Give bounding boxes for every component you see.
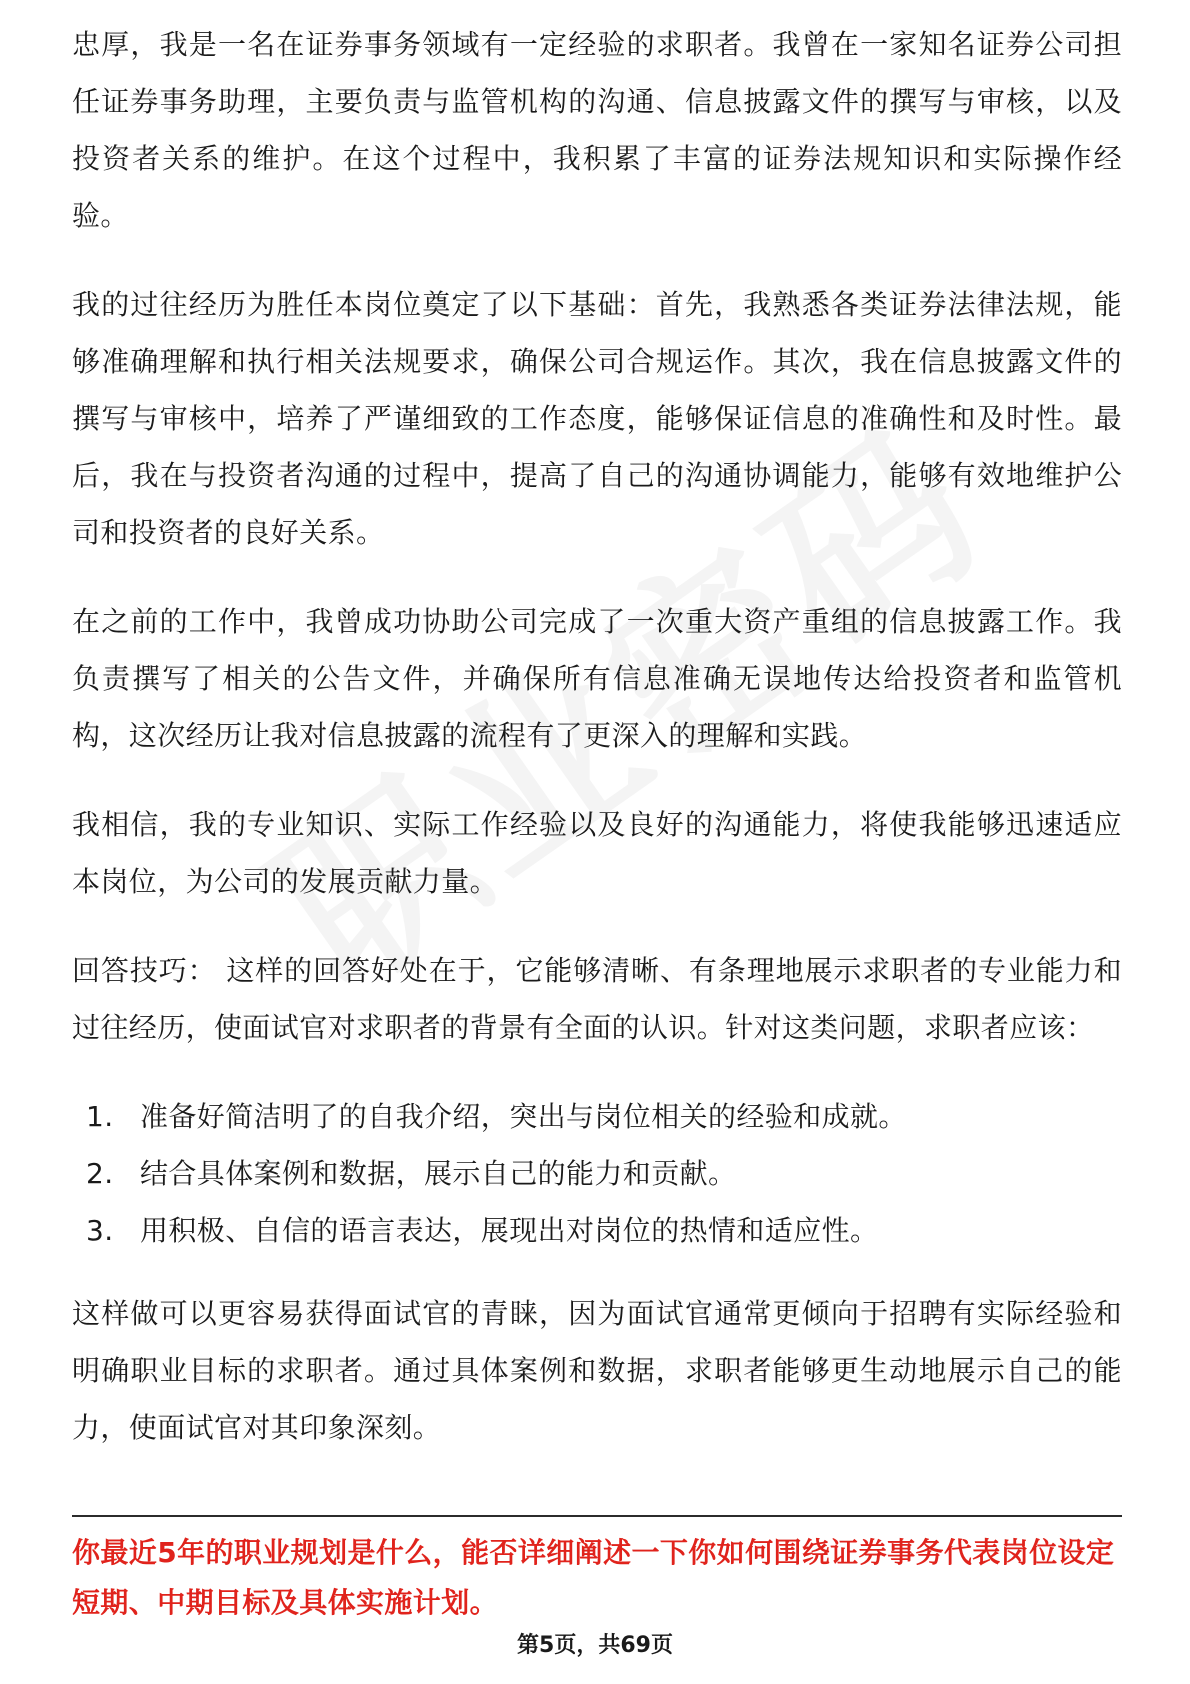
list-item-number: 3. — [86, 1214, 114, 1247]
paragraph-experience: 在之前的工作中，我曾成功协助公司完成了一次重大资产重组的信息披露工作。我负责撰写了相关的公告文件，并确保所有信息准确无误地传达给投资者和监管机构，这次经历让我对信息披露的流程有了更深入的理解和实践。 — [72, 605, 1122, 752]
tips-list — [72, 1088, 1122, 1259]
paragraph-tips-intro: 回答技巧： 这样的回答好处在于，它能够清晰、有条理地展示求职者的专业能力和过往经历，使面试官对求职者的背景有全面的认识。针对这类问题，求职者应该： — [72, 954, 1122, 1044]
page-number: 第5页，共69页 — [517, 1633, 673, 1658]
list-item — [72, 1088, 1122, 1145]
paragraph-intro: 忠厚，我是一名在证券事务领域有一定经验的求职者。我曾在一家知名证券公司担任证券事务助理，主要负责与监管机构的沟通、信息披露文件的撰写与审核，以及投资者关系的维护。在这个过程中，我积累了丰富的证券法规知识和实际操作经验。 — [72, 28, 1122, 232]
section-divider — [72, 1515, 1122, 1517]
list-item-text: 准备好简洁明了的自我介绍，突出与岗位相关的经验和成就。 — [140, 1100, 907, 1133]
list-item — [72, 1202, 1122, 1259]
list-item-text: 用积极、自信的语言表达，展现出对岗位的热情和适应性。 — [140, 1214, 879, 1247]
list-item — [72, 1145, 1122, 1202]
next-question-heading: 你最近5年的职业规划是什么，能否详细阐述一下你如何围绕证券事务代表岗位设定短期、中期目标及具体实施计划。 — [72, 1536, 1115, 1619]
paragraph-closing: 这样做可以更容易获得面试官的青睐，因为面试官通常更倾向于招聘有实际经验和明确职业目标的求职者。通过具体案例和数据，求职者能够更生动地展示自己的能力，使面试官对其印象深刻。 — [72, 1297, 1122, 1444]
paragraph-belief: 我相信，我的专业知识、实际工作经验以及良好的沟通能力，将使我能够迅速适应本岗位，为公司的发展贡献力量。 — [72, 808, 1122, 898]
list-item-number: 1. — [86, 1100, 114, 1133]
content-body — [72, 22, 1122, 1488]
list-item-text: 结合具体案例和数据，展示自己的能力和贡献。 — [140, 1157, 737, 1190]
paragraph-foundation: 我的过往经历为胜任本岗位奠定了以下基础：首先，我熟悉各类证券法律法规，能够准确理解和执行相关法规要求，确保公司合规运作。其次，我在信息披露文件的撰写与审核中，培养了严谨细致的工作态度，能够保证信息的准确性和及时性。最后，我在与投资者沟通的过程中，提高了自己的沟通协调能力，能够有效地维护公司和投资者的良好关系。 — [72, 288, 1122, 549]
list-item-number: 2. — [86, 1157, 114, 1190]
